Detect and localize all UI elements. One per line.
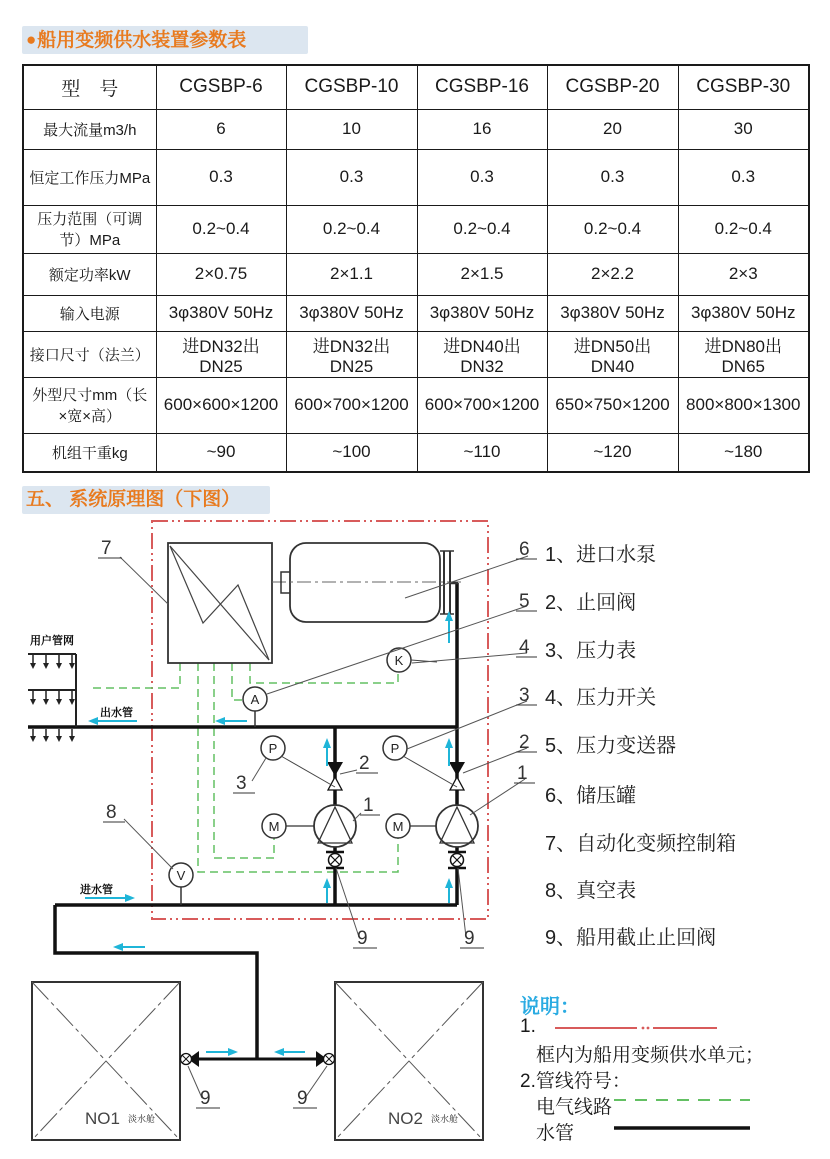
table-row — [23, 109, 809, 149]
callout-3-left: 3 — [236, 773, 247, 794]
callout-1-inner: 1 — [363, 795, 374, 816]
cell: 进DN50出DN40 — [547, 331, 678, 377]
callout-9b: 9 — [464, 928, 475, 949]
section1-title: 船用变频供水装置参数表 — [37, 30, 247, 51]
frequency-control-box — [168, 543, 272, 663]
table-row — [23, 205, 809, 253]
section2-header — [22, 486, 270, 514]
cell: 2×3 — [678, 253, 809, 295]
row-label: 压力范围（可调节）MPa — [23, 205, 156, 253]
motor-right-M — [386, 814, 436, 838]
col-header: CGSBP-10 — [286, 65, 417, 109]
note-1-number: 1. — [520, 1016, 536, 1037]
cell: 600×600×1200 — [156, 377, 286, 433]
cell: 3φ380V 50Hz — [547, 295, 678, 331]
parameter-table — [22, 64, 810, 473]
cell: 0.3 — [547, 149, 678, 205]
cell: 0.2~0.4 — [156, 205, 286, 253]
stop-check-valve-right — [448, 852, 466, 868]
table-header-row — [23, 65, 809, 109]
tank-valve-left — [181, 1051, 200, 1067]
note-1-text: 框内为船用变频供水单元； — [536, 1045, 765, 1066]
water-line-label: 水管 — [536, 1123, 575, 1144]
table-row — [23, 433, 809, 472]
check-valve-left — [327, 762, 343, 790]
svg-text:P: P — [268, 741, 278, 756]
svg-text:P: P — [390, 741, 400, 756]
cell: 2×2.2 — [547, 253, 678, 295]
cell: 3φ380V 50Hz — [286, 295, 417, 331]
svg-text:M: M — [268, 819, 280, 834]
col-header: CGSBP-6 — [156, 65, 286, 109]
row-label: 接口尺寸（法兰） — [23, 331, 156, 377]
legend-item-1: 1、进口水泵 — [545, 544, 657, 566]
cell: 600×700×1200 — [286, 377, 417, 433]
tank2-number: NO2 — [388, 1109, 423, 1128]
water-line-sample — [612, 1124, 752, 1132]
svg-text:A: A — [250, 692, 260, 707]
cell: 进DN40出DN32 — [417, 331, 547, 377]
tank1-name: 淡水舱 — [128, 1114, 156, 1124]
cell: 650×750×1200 — [547, 377, 678, 433]
legend-item-4: 4、压力开关 — [545, 687, 657, 709]
callout-9d: 9 — [297, 1088, 308, 1109]
user-network-label: 用户管网 — [30, 635, 74, 647]
tank-valve-right — [316, 1051, 335, 1067]
col-header: CGSBP-16 — [417, 65, 547, 109]
table-row — [23, 295, 809, 331]
cell: 16 — [417, 109, 547, 149]
electric-line-label: 电气线路 — [536, 1097, 613, 1118]
notes-title: 说明： — [520, 996, 580, 1018]
pressure-gauge-left-P — [261, 736, 335, 787]
outlet-pipe-label: 出水管 — [100, 707, 133, 719]
cell: ~110 — [417, 433, 547, 472]
row-label: 机组干重kg — [23, 433, 156, 472]
legend-item-6: 6、储压罐 — [545, 785, 637, 807]
table-row — [23, 253, 809, 295]
pump-right — [436, 805, 478, 847]
cell: 3φ380V 50Hz — [678, 295, 809, 331]
cell: 0.2~0.4 — [547, 205, 678, 253]
sprinkler-head-icons — [30, 663, 75, 742]
svg-text:V: V — [176, 868, 186, 883]
legend-item-8: 8、真空表 — [545, 880, 637, 902]
table-row — [23, 149, 809, 205]
col-header: CGSBP-20 — [547, 65, 678, 109]
cell: 3φ380V 50Hz — [417, 295, 547, 331]
note-2-text: 2.管线符号： — [520, 1071, 631, 1092]
inlet-pipe-label: 进水管 — [80, 884, 113, 896]
col-header: 型 号 — [23, 65, 156, 109]
cell: 600×700×1200 — [417, 377, 547, 433]
callout-2: 2 — [519, 732, 530, 753]
cell: 0.3 — [286, 149, 417, 205]
frame-line-sample — [553, 1024, 719, 1032]
cell: 10 — [286, 109, 417, 149]
callout-6: 6 — [519, 539, 530, 560]
legend-item-3: 3、压力表 — [545, 640, 637, 662]
cell: 0.2~0.4 — [678, 205, 809, 253]
water-tank-2 — [335, 982, 483, 1140]
cell: 800×800×1300 — [678, 377, 809, 433]
section1-header — [22, 26, 308, 54]
cell: 0.2~0.4 — [286, 205, 417, 253]
svg-text:K: K — [394, 653, 404, 668]
cell: 0.3 — [678, 149, 809, 205]
row-label: 外型尺寸mm（长×宽×高） — [23, 377, 156, 433]
row-label: 输入电源 — [23, 295, 156, 331]
check-valve-right — [449, 762, 465, 790]
pressure-tank — [272, 543, 462, 622]
legend-item-7: 7、自动化变频控制箱 — [545, 833, 737, 855]
tank1-number: NO1 — [85, 1109, 120, 1128]
legend-item-9: 9、船用截止止回阀 — [545, 927, 717, 949]
pressure-switch-K — [387, 648, 437, 672]
callout-8: 8 — [106, 802, 117, 823]
cell: 进DN32出DN25 — [156, 331, 286, 377]
callout-7: 7 — [101, 538, 112, 559]
svg-text:M: M — [392, 819, 404, 834]
bullet-icon: ● — [26, 30, 37, 49]
water-tank-1 — [32, 982, 180, 1140]
table-row — [23, 331, 809, 377]
callout-2-inner: 2 — [359, 753, 370, 774]
tank2-name: 淡水舱 — [431, 1114, 459, 1124]
col-header: CGSBP-30 — [678, 65, 809, 109]
callout-5: 5 — [519, 591, 530, 612]
cell: 0.3 — [417, 149, 547, 205]
cell: ~180 — [678, 433, 809, 472]
user-network — [28, 654, 76, 742]
cell: 20 — [547, 109, 678, 149]
cell: 2×1.5 — [417, 253, 547, 295]
cell: 进DN32出DN25 — [286, 331, 417, 377]
cell: 3φ380V 50Hz — [156, 295, 286, 331]
callout-9a: 9 — [357, 928, 368, 949]
callout-1: 1 — [517, 763, 528, 784]
callout-3: 3 — [519, 685, 530, 706]
cell: 2×0.75 — [156, 253, 286, 295]
callout-9c: 9 — [200, 1088, 211, 1109]
cell: 进DN80出DN65 — [678, 331, 809, 377]
cell: 0.3 — [156, 149, 286, 205]
cell: ~120 — [547, 433, 678, 472]
legend-item-2: 2、止回阀 — [545, 592, 637, 614]
stop-check-valve-left — [326, 852, 344, 868]
table-row — [23, 377, 809, 433]
section2-title: 五、 系统原理图（下图） — [26, 489, 241, 510]
motor-left-M — [262, 814, 314, 838]
cell: 6 — [156, 109, 286, 149]
cell: 2×1.1 — [286, 253, 417, 295]
row-label: 额定功率kW — [23, 253, 156, 295]
row-label: 最大流量m3/h — [23, 109, 156, 149]
cell: ~90 — [156, 433, 286, 472]
cell: ~100 — [286, 433, 417, 472]
cell: 0.2~0.4 — [417, 205, 547, 253]
pump-left — [314, 805, 356, 847]
row-label: 恒定工作压力MPa — [23, 149, 156, 205]
cell: 30 — [678, 109, 809, 149]
legend-item-5: 5、压力变送器 — [545, 735, 677, 757]
callout-4: 4 — [519, 637, 530, 658]
electric-line-sample — [612, 1096, 752, 1104]
